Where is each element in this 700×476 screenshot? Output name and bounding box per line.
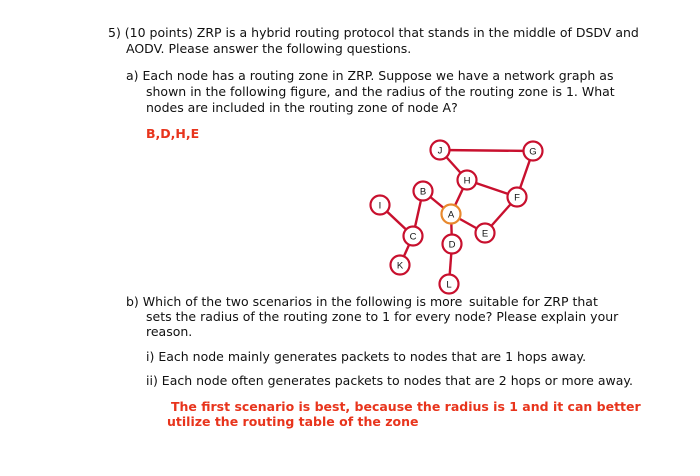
- node-g-label: G: [529, 146, 537, 158]
- node-k-label: K: [396, 260, 404, 272]
- node-a-label: A: [447, 209, 455, 221]
- node-h: [458, 171, 477, 190]
- edge-j-g: [440, 150, 533, 151]
- node-d-label: D: [448, 239, 456, 251]
- node-d: [443, 235, 462, 254]
- node-k: [391, 256, 410, 275]
- question-header: 5) (10 points) ZRP is a hybrid routing protocol that stands in the middle of DSDV and: [108, 25, 639, 40]
- node-i: [371, 196, 390, 215]
- question-header-cont: AODV. Please answer the following questions.: [126, 41, 412, 56]
- part-b-answer-line-1: The first scenario is best, because the radius is 1 and it can better: [171, 399, 641, 414]
- node-c-label: C: [409, 231, 417, 243]
- node-g: [524, 142, 543, 161]
- part-b-line-3: reason.: [146, 324, 193, 339]
- node-l-label: L: [446, 279, 452, 291]
- node-e: [476, 224, 495, 243]
- part-b-answer-line-2: utilize the routing table of the zone: [167, 414, 419, 429]
- node-j-label: J: [437, 145, 443, 157]
- node-e-label: E: [481, 228, 489, 240]
- node-c: [404, 227, 423, 246]
- part-a-line-2: shown in the following figure, and the radius of the routing zone is 1. What: [146, 84, 615, 99]
- node-f: [508, 188, 527, 207]
- part-a-line-1: a) Each node has a routing zone in ZRP. Suppose we have a network graph as: [126, 68, 614, 83]
- node-f-label: F: [514, 192, 520, 204]
- node-h-label: H: [463, 175, 471, 187]
- node-a: [442, 205, 461, 224]
- part-b-line-1-left: b) Which of the two scenarios in the following is more: [126, 294, 463, 309]
- node-b-label: B: [419, 186, 427, 198]
- part-b-line-2: sets the radius of the routing zone to 1 for every node? Please explain your: [146, 309, 619, 324]
- option-1: i) Each node mainly generates packets to nodes that are 1 hops away.: [146, 349, 587, 364]
- part-a-line-3: nodes are included in the routing zone of node A?: [146, 100, 458, 115]
- option-2: ii) Each node often generates packets to nodes that are 2 hops or more away.: [146, 373, 633, 388]
- node-i-label: I: [378, 200, 382, 212]
- part-a-answer: B,D,H,E: [146, 126, 200, 141]
- part-b-line-1-right: suitable for ZRP that: [469, 294, 598, 309]
- node-b: [414, 182, 433, 201]
- graph-nodes: [371, 141, 543, 294]
- node-j: [431, 141, 450, 160]
- node-l: [440, 275, 459, 294]
